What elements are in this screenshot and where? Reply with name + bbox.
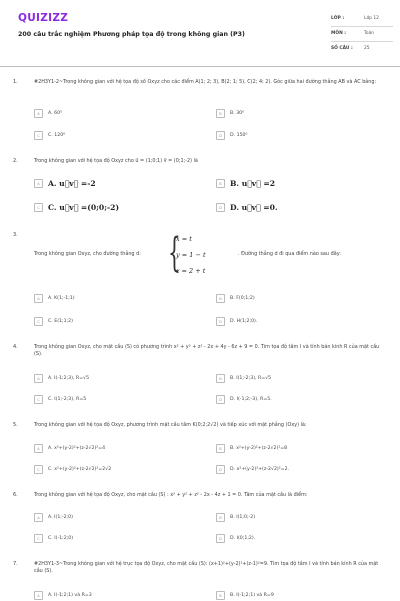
option-a[interactable] [34, 373, 89, 384]
worksheet-title: 200 câu trắc nghiệm Phương pháp tọa độ trong không gian (P3) [18, 31, 245, 38]
option-c[interactable] [34, 130, 65, 141]
option-text: B. x²+(y-2)²+(z-2√2)²=8 [230, 446, 288, 451]
option-text: A. K(1;-1;1) [48, 296, 75, 301]
option-letter-box: C [34, 203, 43, 212]
line-equation-system [168, 232, 238, 278]
option-c[interactable] [34, 464, 111, 475]
option-b[interactable] [216, 373, 271, 384]
option-text: C. x²+(y-2)²+(z-2√2)²=2√2 [48, 467, 112, 472]
worksheet-meta [331, 12, 393, 56]
option-text: D. I(0;1;2). [230, 536, 256, 541]
option-letter-box: B [216, 294, 225, 303]
option-text: A. I(-1;2;1) và R=3 [48, 593, 92, 598]
question-text: Trong không gian Oxyz, cho mặt cầu (S) có phương trình x² + y² + z² - 2x + 4y - 6z + 9 = 0. Tìm tọa độ tâm I và tính bán kính R của mặt cầu (S). [34, 344, 380, 358]
option-text: D. x²+(y-2)²+(z-2√2)²=2. [230, 467, 290, 472]
option-text: A. I(1;-2;0) [48, 515, 73, 520]
option-letter-box: C [34, 131, 43, 140]
question-text-after: . Đường thẳng d đi qua điểm nào sau đây: [238, 251, 341, 257]
option-b[interactable] [216, 178, 275, 189]
option-letter-box: B [216, 444, 225, 453]
option-text: D. H(1;2;0). [230, 319, 258, 324]
option-letter-box: A [34, 591, 43, 600]
option-letter-box: A [34, 294, 43, 303]
option-b[interactable] [216, 443, 287, 454]
brace-symbol: { [168, 230, 181, 276]
option-text: A. 60⁰ [48, 111, 62, 116]
option-a[interactable] [34, 108, 62, 119]
equation-x: x = t [176, 235, 192, 243]
option-letter-box: B [216, 179, 225, 188]
question-text: Trong không gian với hệ tọa độ Oxyz cho u⃗ = (1;0;1) v⃗ = (0;1;-2) là [34, 158, 198, 164]
meta-class-label: LỚP : [331, 16, 345, 21]
option-text: D. 150⁰ [230, 133, 248, 138]
question-text: #2H3Y1-2~Trong không gian với hệ tọa độ số Oxyz cho các điểm A(1; 2; 3), B(2; 1; 5), C(2; 4; 2). Góc giữa hai đường thẳng AB và AC bằng: [34, 79, 377, 85]
option-letter-box: A [34, 374, 43, 383]
option-a[interactable] [34, 293, 75, 304]
meta-count-value: 25 [364, 46, 370, 51]
equation-z: z = 2 + t [176, 267, 206, 275]
option-d[interactable] [216, 464, 289, 475]
meta-subject-label: MÔN : [331, 31, 347, 36]
question-text: #2H3Y1-3~Trong không gian với hệ trục tọa độ Oxyz, cho mặt cầu (S): (x+1)²+(y-2)²+(z-1)²=9. Tìm tọa độ tâm I và tính bán kính R của mặt cầu (S). [34, 561, 379, 575]
option-a[interactable] [34, 590, 92, 601]
option-text: C. u⃗v⃗ =(0;0;-2) [48, 203, 120, 212]
meta-count-label: SỐ CÂU : [331, 46, 353, 51]
option-letter-box: B [216, 374, 225, 383]
meta-class-row [331, 12, 393, 27]
option-letter-box: A [34, 513, 43, 522]
option-text: B. I(-1;2;1) và R=9 [230, 593, 274, 598]
option-b[interactable] [216, 512, 255, 523]
question-number: 4. [13, 344, 18, 350]
option-c[interactable] [34, 202, 119, 213]
option-c[interactable] [34, 533, 73, 544]
option-letter-box: B [216, 591, 225, 600]
question-text-before: Trong không gian Oxyz, cho đường thẳng d: [34, 251, 141, 257]
option-letter-box: C [34, 534, 43, 543]
question-number: 7. [13, 561, 18, 567]
option-text: C. E(1;1;2) [48, 319, 73, 324]
option-text: A. x²+(y-2)²+(z-2√2)²=4 [48, 446, 106, 451]
option-text: B. 30⁰ [230, 111, 245, 116]
option-b[interactable] [216, 590, 274, 601]
equation-y: y = 1 − t [176, 251, 206, 259]
meta-class-value: Lớp 12 [364, 16, 379, 21]
option-letter-box: D [216, 203, 225, 212]
option-letter-box: B [216, 109, 225, 118]
option-letter-box: D [216, 465, 225, 474]
meta-subject-row [331, 27, 393, 42]
option-letter-box: A [34, 179, 43, 188]
option-text: B. u⃗v⃗ =2 [230, 179, 276, 188]
option-text: B. F(0;1;2) [230, 296, 255, 301]
header-divider [0, 66, 400, 67]
question-number: 2. [13, 158, 18, 164]
question-number: 5. [13, 422, 18, 428]
question-number: 6. [13, 492, 18, 498]
option-text: C. 120⁰ [48, 133, 66, 138]
option-a[interactable] [34, 512, 73, 523]
option-text: D. u⃗v⃗ =0. [230, 203, 278, 212]
option-letter-box: D [216, 317, 225, 326]
option-c[interactable] [34, 394, 86, 405]
meta-count-row [331, 42, 393, 56]
question-text: Trong không gian với hệ tọa độ Oxyz, cho mặt cầu (S) : x² + y² + z² - 2x - 4z + 1 = 0. Tâm của mặt cầu là điểm: [34, 492, 308, 498]
quizizz-logo: QUIZIZZ [18, 12, 69, 24]
option-letter-box: B [216, 513, 225, 522]
option-letter-box: C [34, 465, 43, 474]
option-text: D. I(-1;2;-3), R=5. [230, 397, 272, 402]
question-text: Trong không gian với hệ tọa độ Oxyz, phương trình mặt cầu tâm K(0;2;2√2) và tiếp xúc với mặt phẳng (Oxy) là: [34, 422, 307, 428]
option-letter-box: A [34, 444, 43, 453]
option-text: B. I(1;-2;3), R=√5 [230, 376, 272, 381]
option-d[interactable] [216, 316, 257, 327]
option-b[interactable] [216, 293, 255, 304]
option-d[interactable] [216, 130, 247, 141]
option-text: C. I(1;-2;3), R=5 [48, 397, 87, 402]
option-b[interactable] [216, 108, 244, 119]
question-number: 1. [13, 79, 18, 85]
option-letter-box: D [216, 534, 225, 543]
option-d[interactable] [216, 202, 278, 213]
option-letter-box: D [216, 395, 225, 404]
option-d[interactable] [216, 533, 255, 544]
option-d[interactable] [216, 394, 272, 405]
option-letter-box: D [216, 131, 225, 140]
option-a[interactable] [34, 443, 105, 454]
option-letter-box: A [34, 109, 43, 118]
option-c[interactable] [34, 316, 73, 327]
option-text: B. I(1;0;-2) [230, 515, 256, 520]
option-letter-box: C [34, 395, 43, 404]
worksheet-header [0, 0, 400, 68]
option-text: A. I(-1;2;3), R=√5 [48, 376, 90, 381]
question-number: 3. [13, 232, 18, 238]
option-letter-box: C [34, 317, 43, 326]
option-text: A. u⃗v⃗ =-2 [48, 179, 96, 188]
option-a[interactable] [34, 178, 96, 189]
meta-subject-value: Toán [364, 31, 375, 36]
option-text: C. I(-1;2;0) [48, 536, 74, 541]
